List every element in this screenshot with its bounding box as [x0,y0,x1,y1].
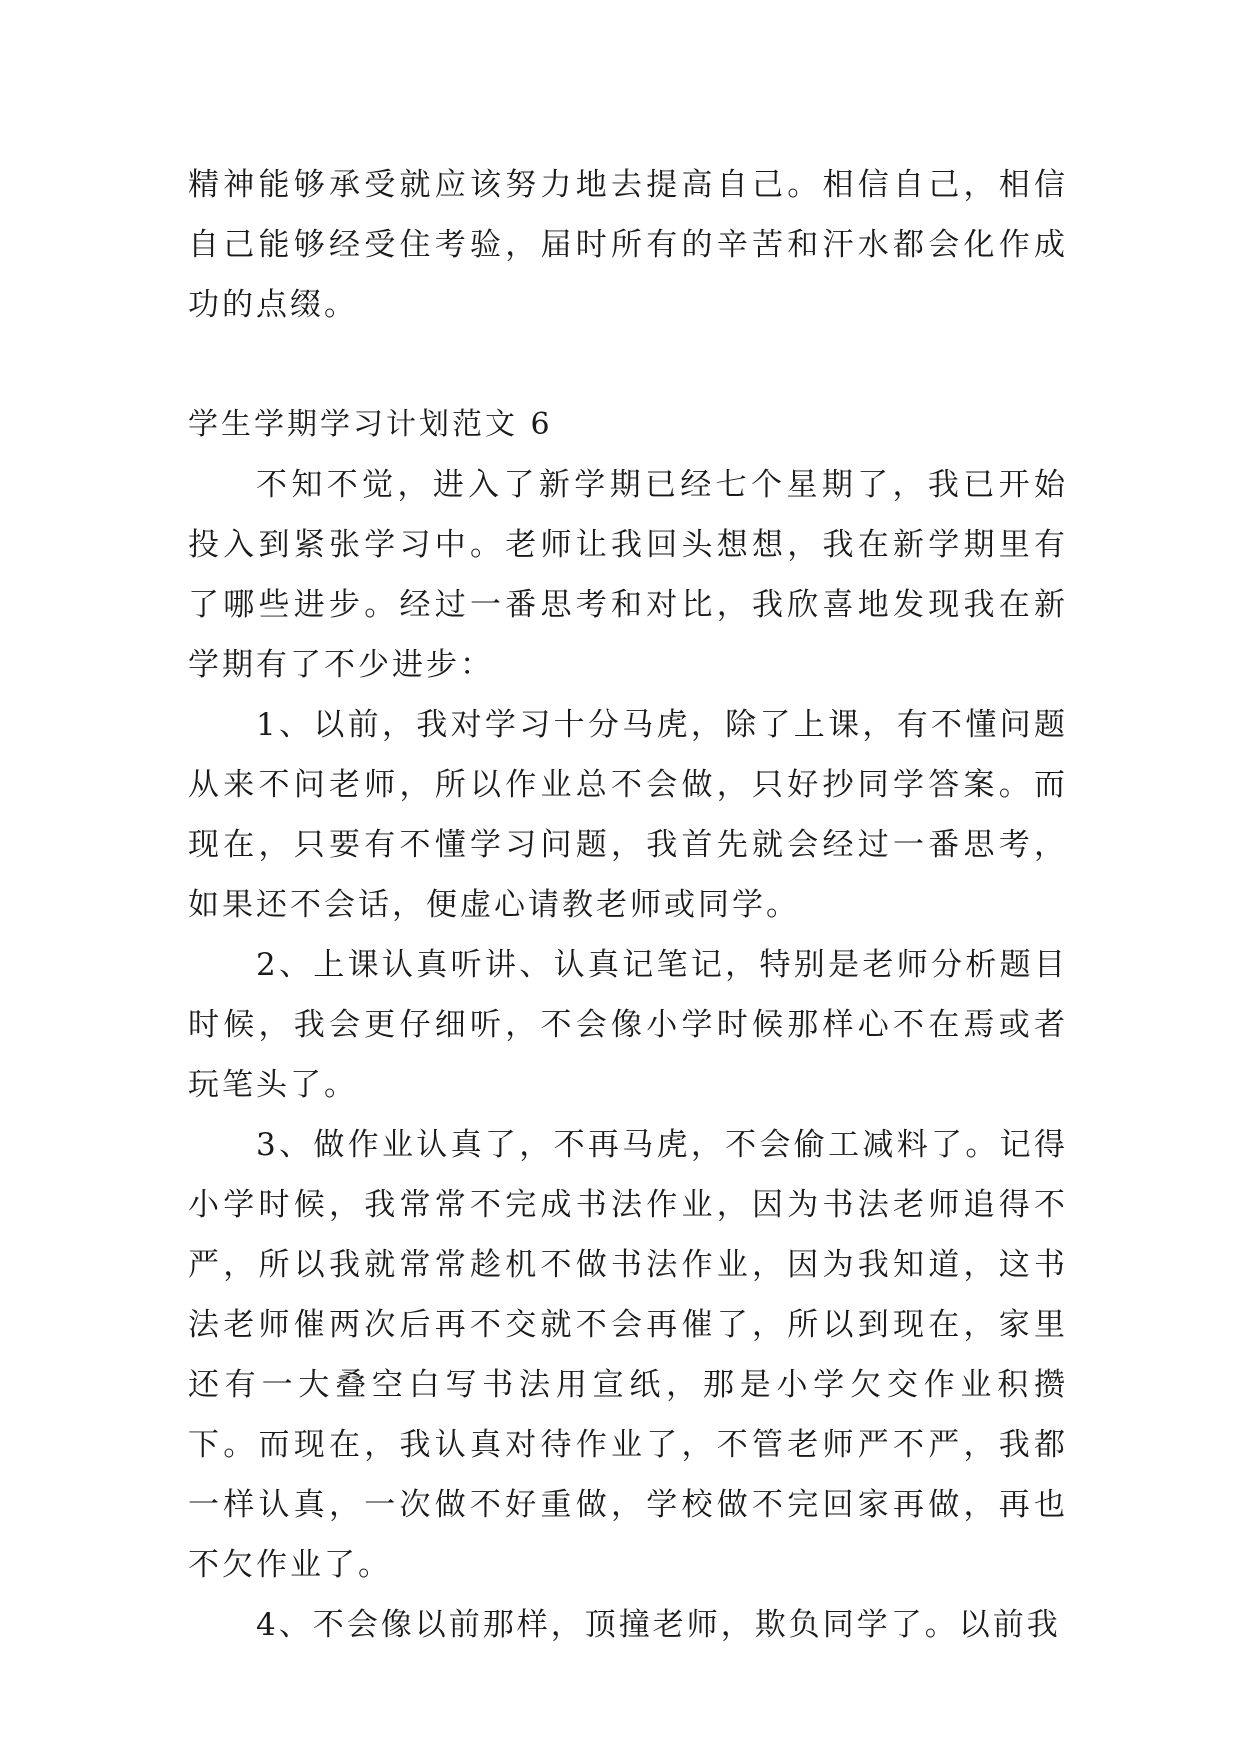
paragraph-item-1: 1、以前，我对学习十分马虎，除了上课，有不懂问题从来不问老师，所以作业总不会做，只好抄同学答案。而现在，只要有不懂学习问题，我首先就会经过一番思考，如果还不会话，便虚心请教老师或同学。 [188,707,1068,923]
paragraph-intro: 不知不觉，进入了新学期已经七个星期了，我已开始投入到紧张学习中。老师让我回头想想，我在新学期里有了哪些进步。经过一番思考和对比，我欣喜地发现我在新学期有了不少进步： [188,467,1068,683]
section-heading: 学生学期学习计划范文 6 [188,407,553,442]
paragraph-item-2: 2、上课认真听讲、认真记笔记，特别是老师分析题目时候，我会更仔细听，不会像小学时候那样心不在焉或者玩笔头了。 [188,947,1068,1103]
paragraph-item-4: 4、不会像以前那样，顶撞老师，欺负同学了。以前我 [256,1607,1061,1643]
document-body [188,155,1068,1655]
paragraph-item-3: 3、做作业认真了，不再马虎，不会偷工减料了。记得小学时候，我常常不完成书法作业，因为书法老师追得不严，所以我就常常趁机不做书法作业，因为我知道，这书法老师催两次后再不交就不会再催了，所以到现在，家里还有一大叠空白写书法用宣纸，那是小学欠交作业积攒下。而现在，我认真对待作业了，不管老师严不严，我都一样认真，一次做不好重做，学校做不完回家再做，再也不欠作业了。 [188,1127,1068,1583]
continuation-paragraph: 精神能够承受就应该努力地去提高自己。相信自己，相信自己能够经受住考验，届时所有的辛苦和汗水都会化作成功的点缀。 [188,167,1068,323]
